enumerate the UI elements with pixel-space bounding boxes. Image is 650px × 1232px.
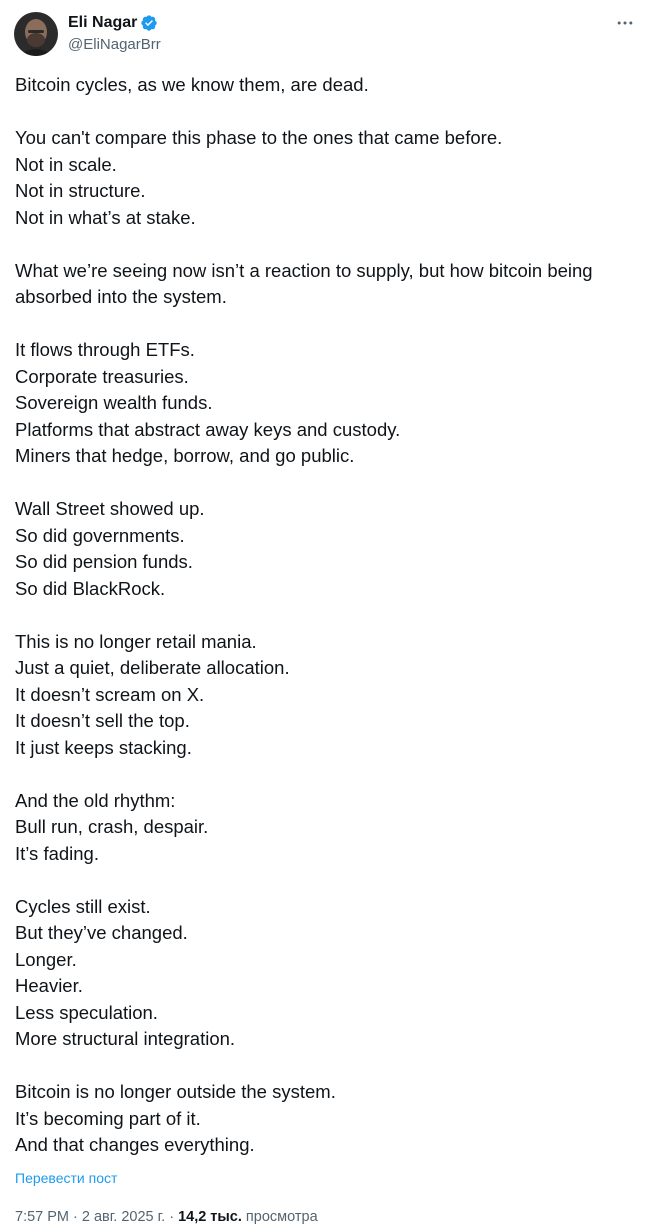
tweet-text: [15, 72, 635, 1159]
tweet-text-line: So did governments.: [15, 524, 185, 546]
paragraph-gap: [15, 867, 635, 894]
tweet-text-line: Cycles still exist.: [15, 895, 151, 917]
tweet-text-line: But they’ve changed.: [15, 922, 188, 943]
tweet-text-line: Not in structure.: [15, 180, 146, 201]
tweet-text-line: Not in scale.: [15, 153, 117, 175]
tweet-text-line: It doesn’t sell the top.: [15, 710, 190, 731]
tweet-text-line: Platforms that abstract away keys and custody.: [15, 418, 401, 440]
paragraph-gap: [15, 231, 635, 258]
translate-post-link[interactable]: Перевести пост: [15, 1170, 118, 1186]
verified-badge-icon: [140, 14, 158, 32]
more-horizontal-icon: [615, 13, 635, 33]
tweet-text-line: Longer.: [15, 948, 77, 970]
tweet-text-line: Bitcoin is no longer outside the system.: [15, 1081, 336, 1102]
tweet-text-line: It doesn’t scream on X.: [15, 683, 205, 705]
tweet-text-line: Bitcoin cycles, as we know them, are dead.: [15, 74, 369, 95]
tweet-date[interactable]: 2 авг. 2025 г.: [81, 1209, 166, 1225]
tweet-text-line: And the old rhythm:: [15, 789, 176, 811]
paragraph-gap: [15, 470, 635, 497]
paragraph-gap: [15, 99, 635, 126]
paragraph-gap: [15, 761, 635, 788]
tweet-text-line: It’s fading.: [15, 842, 99, 864]
paragraph-gap: [15, 1053, 635, 1080]
tweet-text-line: Just a quiet, deliberate allocation.: [15, 657, 290, 678]
tweet-text-line: So did pension funds.: [15, 551, 193, 572]
tweet-meta: [15, 1209, 318, 1225]
tweet-text-line: Less speculation.: [15, 1001, 158, 1023]
tweet-text-line: Sovereign wealth funds.: [15, 392, 213, 413]
tweet-text-line: Not in what’s at stake.: [15, 206, 196, 228]
tweet-text-line: Corporate treasuries.: [15, 365, 189, 387]
avatar[interactable]: [14, 12, 58, 56]
tweet-text-line: You can't compare this phase to the ones that came before.: [15, 127, 503, 148]
meta-separator: ·: [165, 1209, 179, 1225]
author-display-name[interactable]: Eli Nagar: [68, 14, 138, 31]
tweet-text-line: It flows through ETFs.: [15, 339, 195, 360]
tweet-text-line: And that changes everything.: [15, 1134, 255, 1155]
tweet-text-line: What we’re seeing now isn’t a reaction to supply, but how bitcoin being: [15, 259, 593, 281]
tweet-header: [14, 10, 638, 58]
tweet-text-line: Miners that hedge, borrow, and go public.: [15, 445, 355, 466]
tweet-text-line: So did BlackRock.: [15, 577, 166, 599]
tweet-text-line: Wall Street showed up.: [15, 498, 205, 519]
tweet-text-line: This is no longer retail mania.: [15, 630, 257, 652]
paragraph-gap: [15, 311, 635, 338]
tweet-text-line: absorbed into the system.: [15, 286, 227, 307]
tweet-text-line: It’s becoming part of it.: [15, 1107, 201, 1129]
tweet-time[interactable]: 7:57 PM: [15, 1209, 69, 1225]
more-options-button[interactable]: [612, 10, 638, 36]
author-handle[interactable]: @EliNagarBrr: [68, 36, 161, 53]
paragraph-gap: [15, 602, 635, 629]
tweet-text-line: Heavier.: [15, 975, 83, 996]
views-count: 14,2 тыс.: [178, 1209, 242, 1225]
author-names: [68, 13, 161, 53]
tweet-text-line: It just keeps stacking.: [15, 736, 192, 758]
tweet-text-line: Bull run, crash, despair.: [15, 816, 209, 837]
meta-separator: ·: [69, 1209, 82, 1225]
tweet-text-line: More structural integration.: [15, 1028, 236, 1049]
avatar-image: [14, 12, 58, 56]
views-label: просмотра: [245, 1209, 318, 1225]
